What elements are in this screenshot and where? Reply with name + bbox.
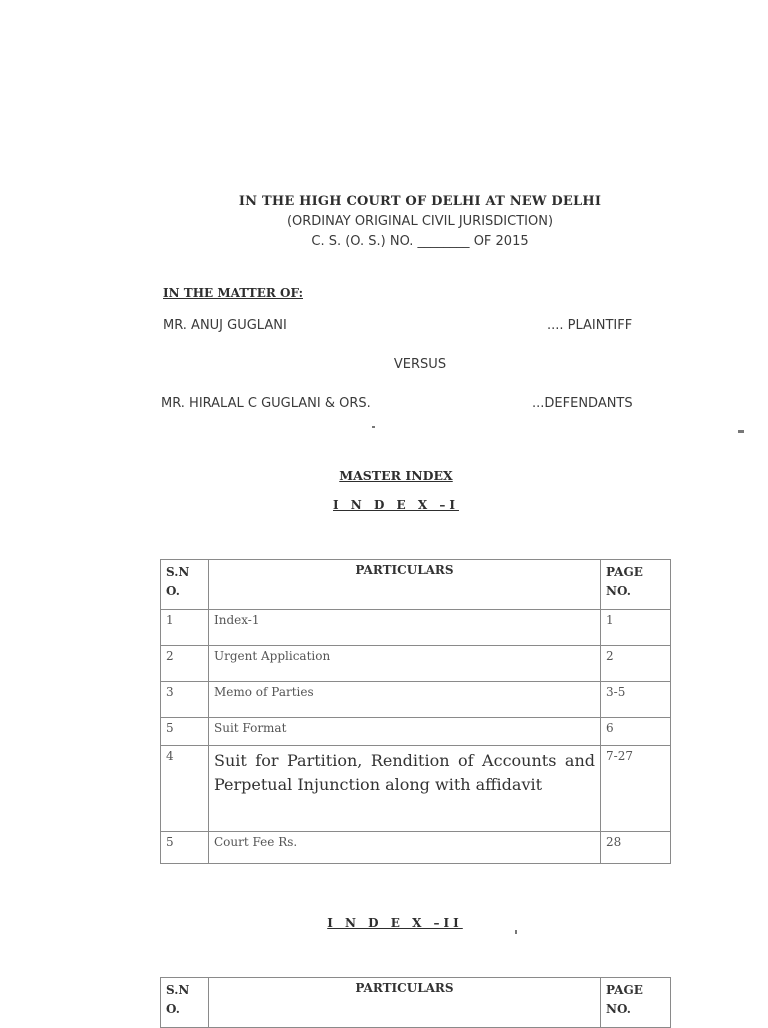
- table-row: [161, 718, 671, 746]
- plaintiff-role: .... PLAINTIFF: [547, 318, 633, 333]
- table-header-row: [161, 560, 671, 610]
- row-particulars: Memo of Parties: [209, 682, 601, 718]
- index-1-title: I N D E X –I: [333, 498, 459, 512]
- row-sno: 1: [161, 610, 209, 646]
- table-row: [161, 832, 671, 864]
- index-1-table: [160, 559, 671, 864]
- column-header-particulars: PARTICULARS: [209, 560, 601, 610]
- row-page: 7-27: [601, 746, 671, 832]
- column-header-page: PAGE NO.: [601, 560, 671, 610]
- table-row: [161, 646, 671, 682]
- row-page: 6: [601, 718, 671, 746]
- defendant-name: MR. HIRALAL C GUGLANI & ORS.: [161, 396, 371, 411]
- column-header-page: PAGE NO.: [601, 978, 671, 1028]
- row-particulars: Suit Format: [209, 718, 601, 746]
- row-sno: 5: [161, 718, 209, 746]
- court-title: IN THE HIGH COURT OF DELHI AT NEW DELHI: [238, 194, 602, 209]
- matter-heading: IN THE MATTER OF:: [163, 286, 303, 300]
- row-particulars: Urgent Application: [209, 646, 601, 682]
- scan-speck: [738, 430, 744, 433]
- row-page: 2: [601, 646, 671, 682]
- column-header-sno: S.N O.: [161, 560, 209, 610]
- plaintiff-name: MR. ANUJ GUGLANI: [163, 318, 287, 333]
- row-sno: 2: [161, 646, 209, 682]
- table-header-row: [161, 978, 671, 1028]
- column-header-sno: S.N O.: [161, 978, 209, 1028]
- index-2-title: I N D E X –II: [327, 916, 463, 930]
- table-row: [161, 682, 671, 718]
- case-number: C. S. (O. S.) NO. ________ OF 2015: [311, 234, 529, 249]
- table-row: [161, 610, 671, 646]
- scan-speck: [372, 426, 375, 428]
- column-header-particulars: PARTICULARS: [209, 978, 601, 1028]
- row-page: 1: [601, 610, 671, 646]
- jurisdiction-line: (ORDINAY ORIGINAL CIVIL JURISDICTION): [286, 214, 554, 229]
- row-sno: 3: [161, 682, 209, 718]
- defendant-role: ...DEFENDANTS: [532, 396, 633, 411]
- row-particulars: Index-1: [209, 610, 601, 646]
- row-page: 28: [601, 832, 671, 864]
- index-2-table: [160, 977, 671, 1028]
- scan-speck: [515, 930, 517, 934]
- row-sno: 4: [161, 746, 209, 832]
- row-particulars: Suit for Partition, Rendition of Accounts and Perpetual Injunction along with affidavit: [209, 746, 601, 832]
- master-index-title: MASTER INDEX: [339, 468, 453, 483]
- versus-label: VERSUS: [393, 357, 447, 372]
- row-sno: 5: [161, 832, 209, 864]
- row-particulars: Court Fee Rs.: [209, 832, 601, 864]
- row-page: 3-5: [601, 682, 671, 718]
- table-row: [161, 746, 671, 832]
